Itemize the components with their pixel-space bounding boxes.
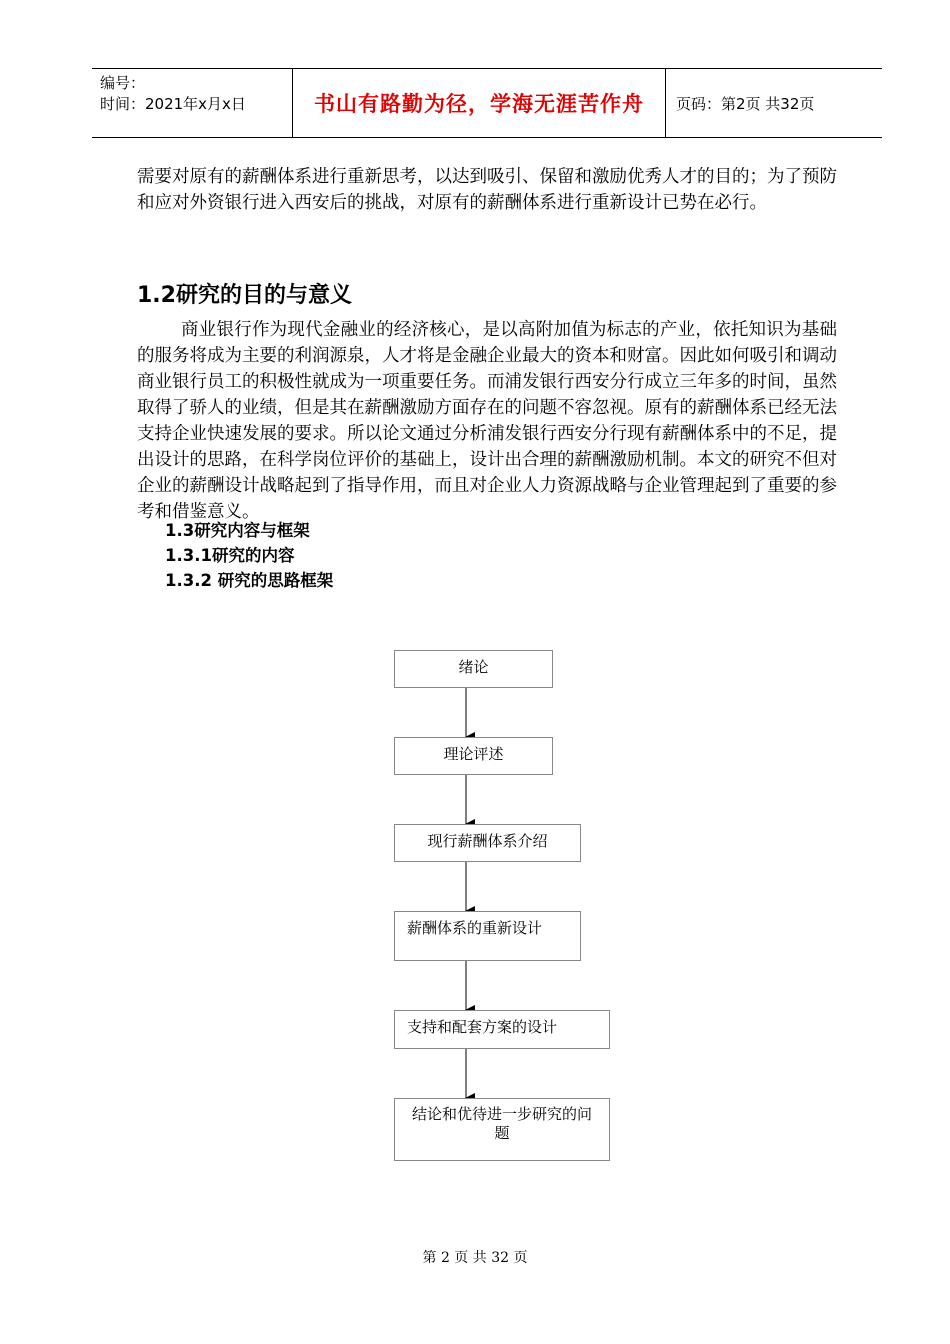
purpose-paragraph: 商业银行作为现代金融业的经济核心，是以高附加值为标志的产业，依托知识为基础的服务将成为主要的利润源泉，人才将是金融企业最大的资本和财富。因此如何吸引和调动商业银行员工的积极性就成为一项重要任务。而浦发银行西安分行成立三年多的时间，虽然取得了骄人的业绩，但是其在薪酬激励方面存在的问题不容忽视。原有的薪酬体系已经无法支持企业快速发展的要求。所以论文通过分析浦发银行西安分行现有薪酬体系中的不足，提出设计的思路，在科学岗位评价的基础上，设计出合理的薪酬激励机制。本文的研究不但对企业的薪酬设计战略起到了指导作用，而且对企业人力资源战略与企业管理起到了重要的参考和借鉴意义。 [137, 320, 837, 522]
flow-step-redesign: 薪酬体系的重新设计 [394, 911, 581, 961]
intro-paragraph: 需要对原有的薪酬体系进行重新思考，以达到吸引、保留和激励优秀人才的目的；为了预防和应对外资银行进入西安后的挑战，对原有的薪酬体系进行重新设计已势在必行。 [137, 167, 837, 213]
flow-step-conclusion: 结论和优待进一步研究的问题 [394, 1098, 610, 1161]
flow-step-current-system: 现行薪酬体系介绍 [394, 824, 581, 862]
header-motto: 书山有路勤为径，学海无涯苦作舟 [293, 69, 666, 137]
code-label: 编号： [100, 74, 146, 92]
flow-step-theory-review: 理论评述 [394, 737, 553, 775]
section-heading-1-3: 1.3研究内容与框架 [165, 521, 310, 540]
section-heading-1-3-2: 1.3.2 研究的思路框架 [165, 571, 334, 590]
time-label: 时间：2021年x月x日 [100, 95, 246, 113]
header-page-number: 页码：第2页 共32页 [676, 94, 815, 113]
flow-step-intro: 绪论 [394, 650, 553, 688]
page-footer: 第 2 页 共 32 页 [422, 1250, 528, 1266]
section-heading-1-3-1: 1.3.1研究的内容 [165, 546, 295, 565]
flow-step-support-plan: 支持和配套方案的设计 [394, 1010, 610, 1049]
section-heading-1-2: 1.2研究的目的与意义 [137, 283, 352, 308]
